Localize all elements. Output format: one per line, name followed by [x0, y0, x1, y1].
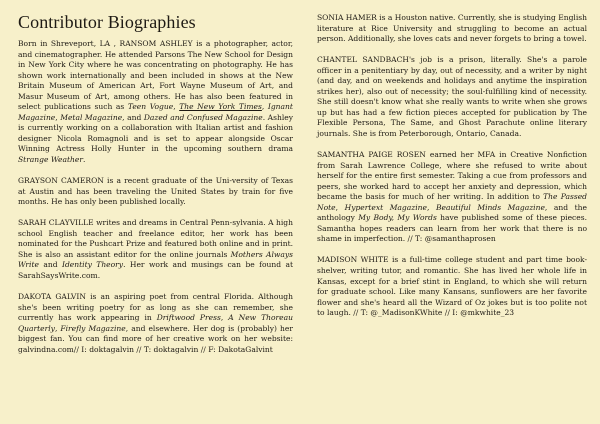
publication-title: Ignant Magazine — [18, 102, 293, 122]
bio-text: . Her work and musings can be found at SarahSaysWrite.com. — [18, 260, 293, 280]
bio-text: , — [261, 102, 268, 112]
bio-sonia-hamer — [317, 13, 587, 45]
bio-samantha-paige-rosen — [317, 150, 587, 245]
bio-grayson-cameron — [18, 176, 293, 208]
bio-madison-white — [317, 255, 587, 318]
bio-text: , and the anthology — [317, 202, 587, 223]
bio-chantel-sandbach — [317, 55, 587, 139]
contributor-name: SONIA HAMER — [317, 13, 377, 22]
publication-title: Beautiful Minds Magazine — [435, 202, 545, 212]
publication-title: Teen Vogue — [127, 102, 174, 112]
bio-text: is a photographer, actor, and cinematographer. He attended Parsons The New School for Design in New York City where he was concentrating on photography. He has shown work internationally and been included in shows at the New Britain Museum of American Art, Fort Wayne Museum of Art, and Masur Museum of Art, among others. He has also been featured in select publications such as — [18, 39, 293, 112]
publication-title: Hypertext Magazine — [344, 202, 427, 212]
contributor-name: SAMANTHA PAIGE ROSEN — [317, 150, 426, 160]
bio-text: earned her MFA in Creative Nonfiction from Sarah Lawrence College, where she refused to write about herself for the entire first semester. Taking a cue from professors and peers, she worked hard to accept her anxiety and depression, which became the basis for much of her writing. In addition to — [317, 150, 588, 202]
publication-title: Firefly Magazine — [60, 323, 126, 333]
publication-title: Strange Weather — [18, 155, 83, 165]
bio-text: , — [335, 202, 345, 212]
bio-text: , — [426, 202, 436, 212]
publication-title: Metal Magazine — [60, 112, 123, 122]
contributor-name: RANSOM ASHLEY — [119, 39, 193, 48]
publication-title: My Body, My Words — [358, 213, 437, 223]
bio-text: Born in Shreveport, LA , — [18, 39, 120, 48]
bio-text: 's job is a prison, literally. She's a parole officer in a penitentiary by day, out of necessity, and a writer by night (and day, and on weekends and holidays and anytime the inspiration strikes her), also out of necessity; the soul-fulfilling kind of necessity. She still doesn't know what she really wants to write when she grows up but has had a few fiction pieces accepted for publication by The Flexible Persona, The Same, and Ghost Parachute online literary journals. She is from Peterborough, Ontario, Canada. — [317, 55, 587, 138]
bio-ransom-ashley — [18, 39, 293, 166]
bio-text: , and — [122, 112, 144, 122]
publication-title: Dazed and Confused Magazine — [143, 112, 263, 122]
publication-title: Identity Theory — [61, 260, 124, 270]
bio-text: . Ashley is currently working on a collaboration with Italian artist and fashion designer Nicola Romagnoli and is set to appear alongside Oscar Winning Actress Holly Hunter in the upcoming southern drama — [18, 112, 294, 154]
bio-sarah-clayville — [18, 218, 293, 281]
bio-text: , — [55, 112, 61, 122]
bio-dakota-galvin — [18, 292, 293, 355]
bio-text: is a recent graduate of the Uni-versity of Texas at Austin and has been traveling the United States by train for five months. He has only been published locally. — [18, 176, 293, 207]
publication-title: The Passed Note — [317, 192, 587, 212]
contributor-name: MADISON WHITE — [317, 255, 389, 265]
publication-title: Driftwood Press — [156, 313, 221, 323]
contributor-name: SARAH CLAYVILLE — [18, 218, 94, 228]
contributor-name: CHANTEL SANDBACH — [317, 55, 409, 65]
contributor-name: GRAYSON CAMERON — [18, 176, 104, 186]
bio-text: , — [220, 313, 229, 323]
bio-text: is a full-time college student and part time book-shelver, writing tutor, and romantic. She has lived her whole life in Kansas, except for a brief stint in England, to which she will return for graduate school. Like many Kansans, sunflowers are her favorite flower and she's heard all the Wizard of Oz jokes but is too polite not to laugh. // T: @_MadisonKWhite // I: @mkwhite_23 — [317, 255, 587, 318]
publication-title: A New Thoreau Quarterly — [18, 313, 293, 333]
bio-text: have published some of these pieces. Samantha hopes readers can learn from her work that there is no shame in imperfection. // T: @samanthaprosen — [317, 213, 588, 244]
bio-text: . — [82, 155, 86, 165]
bio-text: , and elsewhere. Her dog is (probably) her biggest fan. You can find more of her creative work on her website: galvindna.com// I: doktagalvin // T: doktagalvin // F: DakotaGalvint — [18, 323, 293, 354]
bio-text: and — [38, 260, 62, 270]
publication-title: Mothers Always Write — [18, 249, 293, 270]
contributor-name: DAKOTA GALVIN — [18, 291, 86, 301]
bio-text: writes and dreams in Central Penn-sylvania. A high school English teacher and freelance editor, her work has been nominated for the Pushcart Prize and featured both online and in print. She is also an assistant editor for the online journals — [18, 218, 293, 259]
bio-text: is an aspiring poet from central Florida. Although she's been writing poetry for as long as she can remember, she currently has work appearing in — [18, 291, 294, 323]
left-column — [18, 39, 293, 366]
bio-text: , — [54, 323, 61, 333]
bio-text: , — [173, 102, 180, 112]
right-column — [317, 13, 587, 329]
publication-title: The New York Times — [179, 102, 262, 112]
page-title: Contributor Biographies — [18, 12, 196, 32]
bio-text: is a Houston native. Currently, she is studying English literature at Rice University and struggling to become an actual person. Additionally, she loves cats and never forgets to bring a towel. — [317, 13, 587, 44]
